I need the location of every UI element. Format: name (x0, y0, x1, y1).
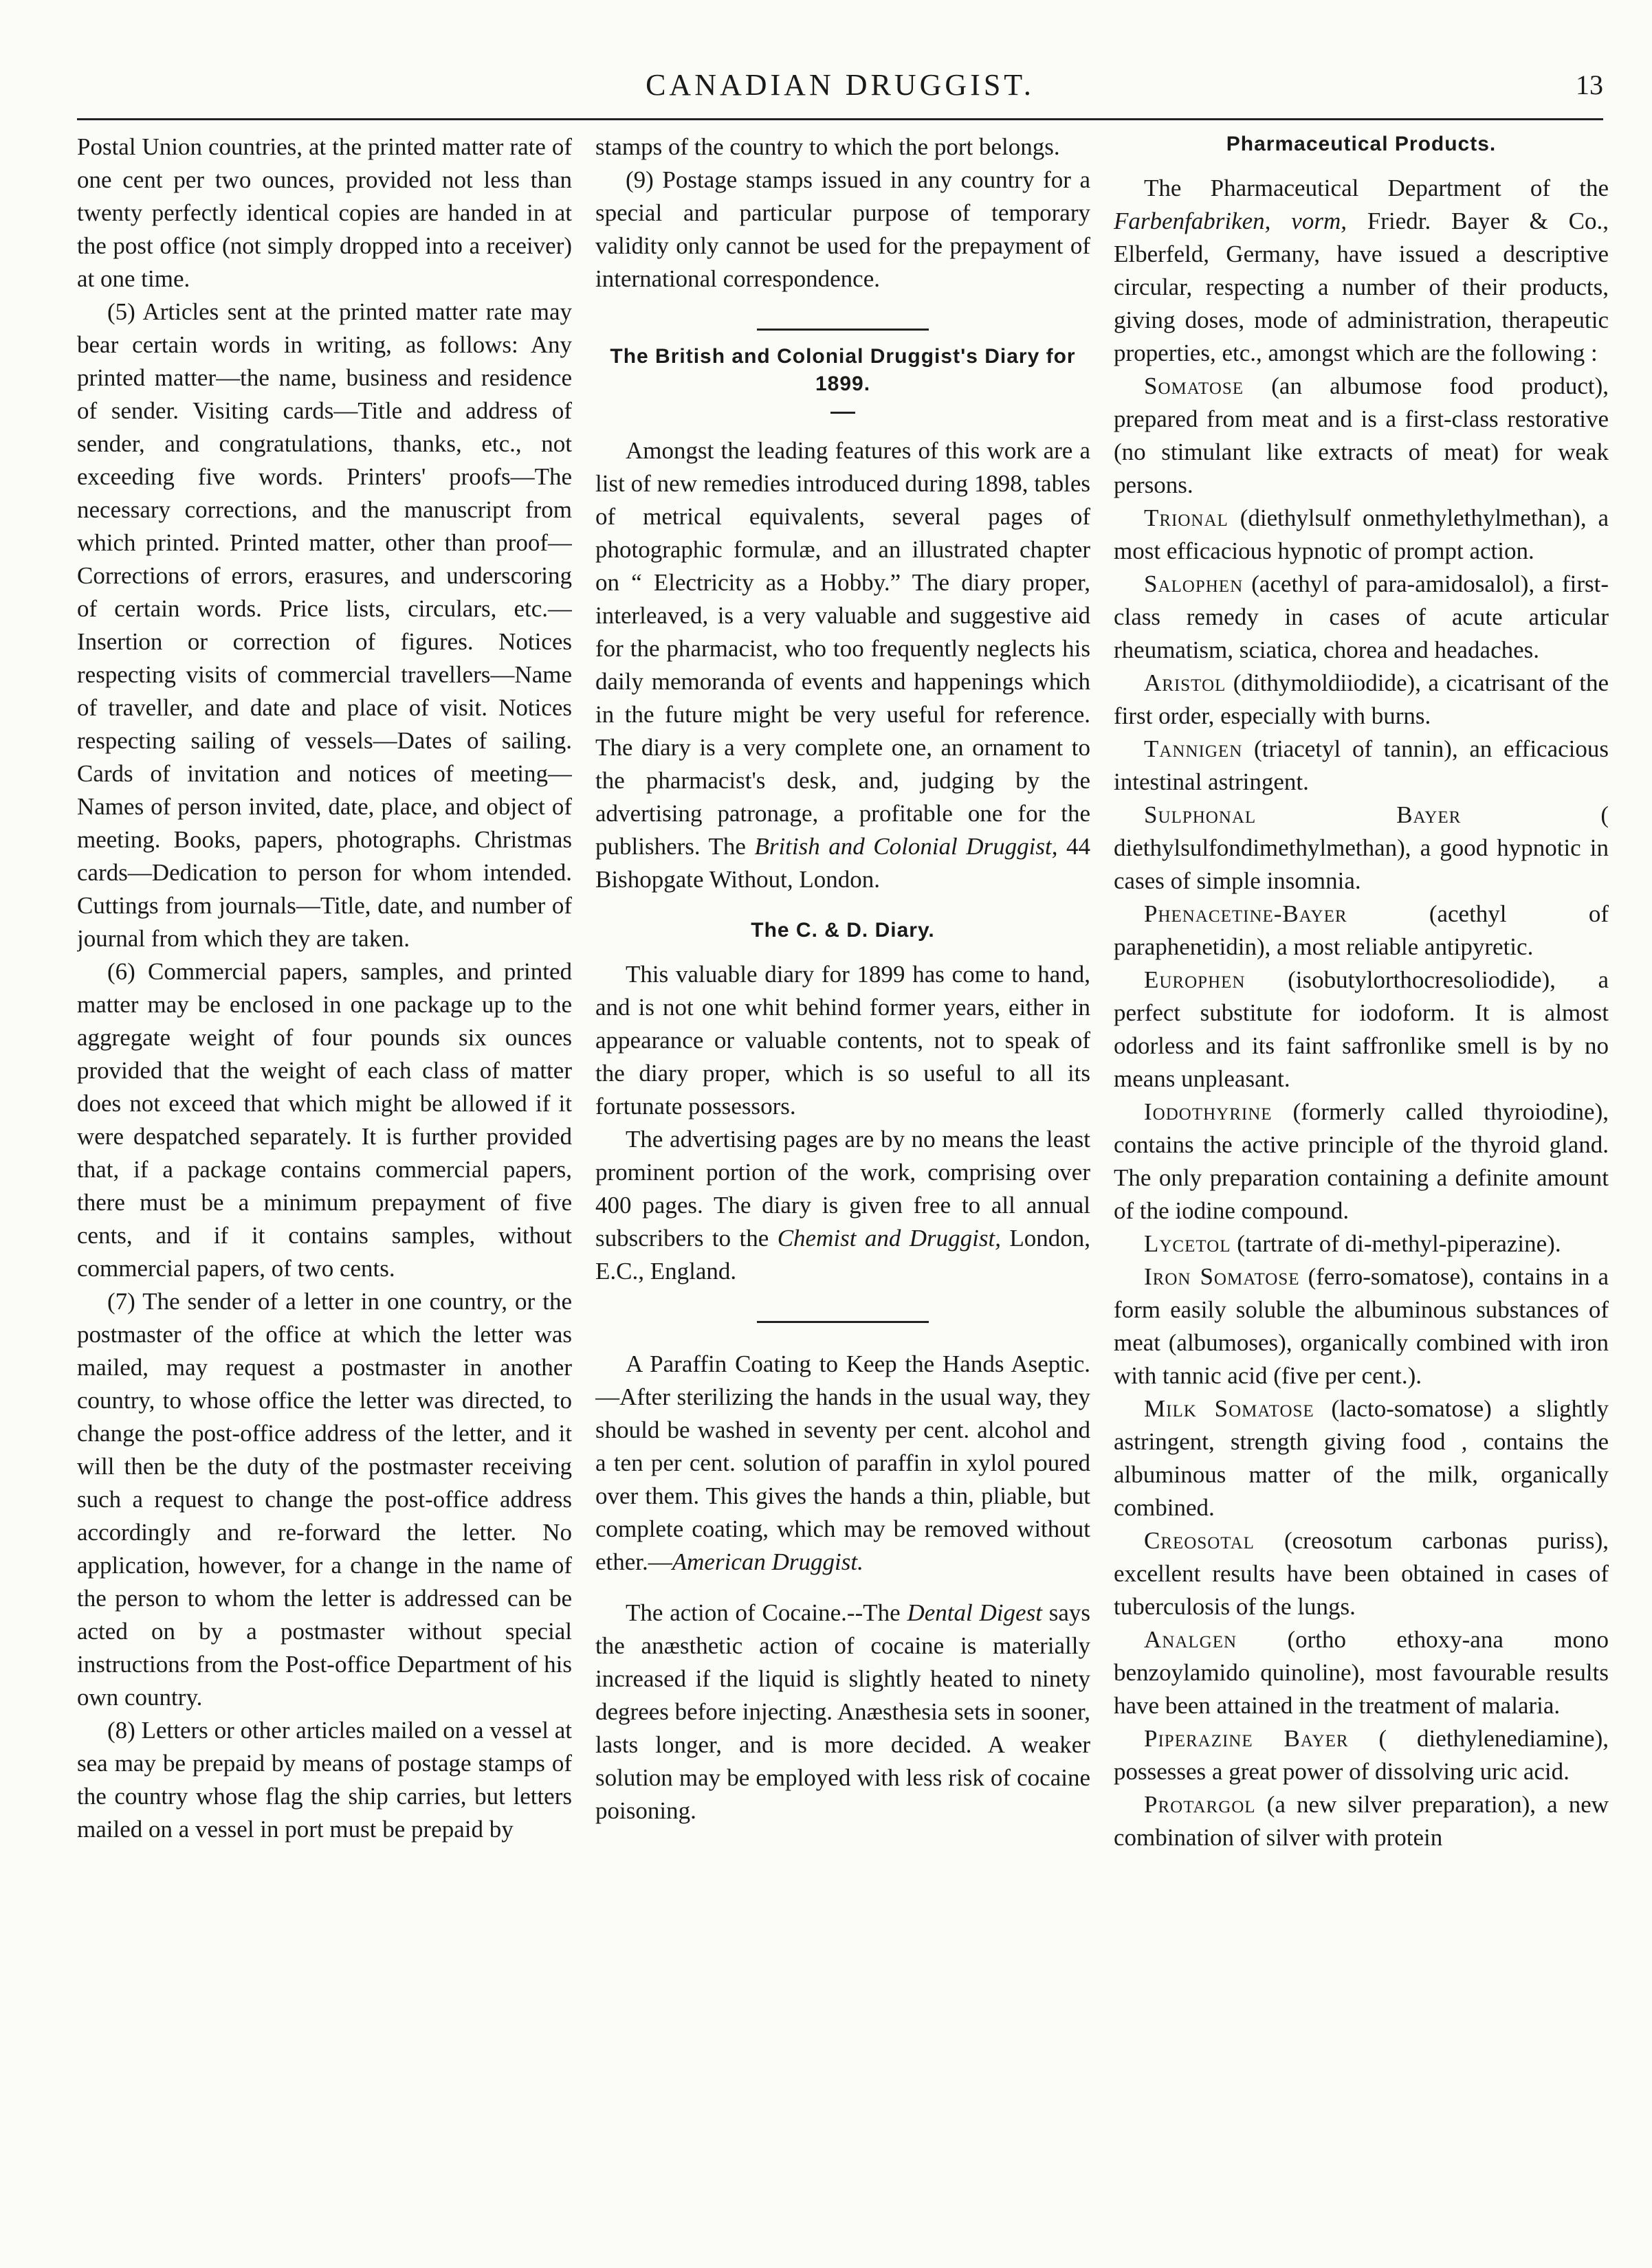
product-name: Milk Somatose (1144, 1395, 1314, 1422)
product-entry (1114, 1623, 1609, 1722)
product-name: Creosotal (1144, 1527, 1255, 1554)
heading-dash (830, 412, 855, 414)
product-name: Iodothyrine (1144, 1098, 1273, 1125)
page-number: 13 (1576, 69, 1603, 100)
cd-text: The advertising pages are by no means the least prominent portion of the work, comprising over 400 pages. The diary is given free to all annual subscribers to the (595, 1126, 1090, 1252)
product-name: Tannigen (1144, 735, 1243, 762)
british-colonial-diary-heading: The British and Colonial Druggist's Diary for 1899. (610, 345, 1076, 395)
special-stamps-paragraph: (9) Postage stamps issued in any country for a special and particular purpose of temporary validity only cannot be used for the prepayment of international correspondence. (595, 166, 1090, 292)
spacer (595, 1579, 1090, 1597)
column-1 (77, 131, 572, 2227)
column-2 (595, 131, 1090, 2227)
cd-diary-heading: The C. & D. Diary. (751, 919, 935, 942)
product-list (1114, 370, 1609, 1854)
product-entry (1114, 1788, 1609, 1854)
product-description: (ferro-somatose), contains in a form easily soluble the albuminous substances of meat (albumoses), organically combined with iron with tannic acid (five per cent.). (1114, 1263, 1609, 1389)
intro-text-end: Friedr. Bayer & Co., Elberfeld, Germany, have issued a descriptive circular, respecting a number of their products, giving doses, mode of administration, therapeutic properties, etc., amongst which are the following : (1114, 208, 1609, 366)
product-name: Iron Somatose (1144, 1263, 1300, 1290)
cd-diary-paragraph-2 (595, 1123, 1090, 1288)
product-name: Salophen (1144, 570, 1244, 597)
product-entry (1114, 1227, 1609, 1260)
cd-address: London, E.C., England. (595, 1225, 1090, 1285)
product-description: (creosotum carbonas puriss), excellent results have been obtained in cases of tuberculosis of the lungs. (1114, 1527, 1609, 1620)
vessel-letters-paragraph: (8) Letters or other articles mailed on a vessel at sea may be prepaid by means of postage stamps of the country whose flag the ship carries, but letters mailed on a vessel in port must be prepaid by (77, 1717, 572, 1843)
product-name: Protargol (1144, 1791, 1256, 1818)
product-entry (1114, 733, 1609, 799)
diary-publication: British and Colonial Druggist, (754, 833, 1058, 860)
column-3 (1114, 131, 1609, 2227)
paraffin-coating-paragraph (595, 1348, 1090, 1579)
product-description: (acethyl of para-amidosalol), a first-class remedy in cases of acute articular rheumatism, sciatica, chorea and headaches. (1114, 570, 1609, 663)
product-entry (1114, 964, 1609, 1096)
pharmaceutical-products-heading: Pharmaceutical Products. (1226, 133, 1497, 155)
change-address-paragraph: (7) The sender of a letter in one country, or the postmaster of the office at which the letter was mailed, may request a postmaster in another country, to whose office the letter was directed, to change the post-office address of the letter, and it will then be the duty of the postmaster receiving such a request to change the post-office address accordingly and re-forward the letter. No application, however, for a change in the name of the person to whom the letter is addressed can be acted on by a postmaster without special instructions from the Post-office Department of his own country. (77, 1288, 572, 1711)
product-description: (triacetyl of tannin), an efficacious intestinal astringent. (1114, 735, 1609, 795)
product-entry (1114, 1392, 1609, 1524)
header-rule (77, 118, 1603, 120)
product-entry (1114, 1260, 1609, 1392)
product-name: Phenacetine-Bayer (1144, 900, 1347, 927)
product-entry (1114, 1096, 1609, 1227)
cocaine-text-start: The action of Cocaine.--The (626, 1599, 901, 1626)
product-description: (an albumose food product), prepared from meat and is a first-class restorative (no stimulant like extracts of meat) for weak persons. (1114, 373, 1609, 498)
product-name: Europhen (1144, 966, 1246, 993)
running-title: CANADIAN DRUGGIST. (646, 68, 1035, 102)
product-description: (diethylsulf onmethylethylmethan), a most efficacious hypnotic of prompt action. (1114, 504, 1609, 564)
product-description: (lacto-somatose) a slightly astringent, strength giving food , contains the albuminous matter of the milk, organically combined. (1114, 1395, 1609, 1521)
product-name: Trional (1144, 504, 1229, 531)
spacer (595, 1330, 1090, 1348)
intro-firm-name: Farbenfabriken, vorm, (1114, 208, 1347, 234)
product-description: (dithymoldiiodide), a cicatrisant of the first order, especially with burns. (1114, 669, 1609, 729)
product-description: (ortho ethoxy-ana mono benzoylamido quinoline), most favourable results have been attained in the treatment of malaria. (1114, 1626, 1609, 1719)
product-description: (acethyl of paraphenetidin), a most reliable antipyretic. (1114, 900, 1609, 960)
product-name: Lycetol (1144, 1230, 1231, 1257)
product-entry (1114, 1722, 1609, 1788)
product-entry (1114, 799, 1609, 898)
cd-publication: Chemist and Druggist, (777, 1225, 1001, 1252)
product-description: ( diethylenediamine), possesses a great power of dissolving uric acid. (1114, 1725, 1609, 1785)
stamps-continuation-paragraph: stamps of the country to which the port belongs. (595, 133, 1060, 160)
product-description: (formerly called thyroiodine), contains the active principle of the thyroid gland. The only preparation containing a definite amount of the iodine compound. (1114, 1098, 1609, 1224)
section-divider (757, 329, 929, 331)
diary-text: Amongst the leading features of this work are a list of new remedies introduced during 1898, tables of metrical equivalents, several pages of photographic formulæ, and an illustrated chapter on “ Electricity as a Hobby.” The diary proper, interleaved, is a very valuable and suggestive aid for the pharmacist, who too frequently neglects his daily memoranda of events and happenings which in the future might be very useful for reference. The diary is a very complete one, an ornament to the pharmacist's desk, and, judging by the advertising patronage, a profitable one for the publishers. The (595, 437, 1090, 860)
cd-diary-paragraph-1: This valuable diary for 1899 has come to hand, and is not one whit behind former years, either in appearance or valuable contents, not to speak of the diary proper, which is so useful to all its fortunate possessors. (595, 961, 1090, 1120)
bayer-intro-paragraph (1114, 172, 1609, 370)
product-entry (1114, 667, 1609, 733)
paraffin-text: A Paraffin Coating to Keep the Hands Aseptic.—After sterilizing the hands in the usual way, they should be washed in seventy per cent. alcohol and a ten per cent. solution of paraffin in xylol poured over them. This gives the hands a thin, pliable, but complete coating, which may be removed without ether.— (595, 1350, 1090, 1575)
product-name: Analgen (1144, 1626, 1237, 1653)
cocaine-paragraph (595, 1597, 1090, 1827)
product-entry (1114, 502, 1609, 568)
product-entry (1114, 898, 1609, 964)
paraffin-source: American Druggist. (672, 1548, 863, 1575)
section-divider (757, 1321, 929, 1323)
british-colonial-diary-paragraph (595, 434, 1090, 896)
intro-text-start: The Pharmaceutical Department of the (1144, 175, 1609, 201)
product-name: Sulphonal Bayer (1144, 801, 1462, 828)
product-name: Aristol (1144, 669, 1226, 696)
product-entry (1114, 1524, 1609, 1623)
printed-matter-writing-paragraph: (5) Articles sent at the printed matter rate may bear certain words in writing, as follows: Any printed matter—the name, business and residence of sender. Visiting cards—Title and address of sender, and congratulations, thanks, etc., not exceeding five words. Printers' proofs—The necessary corrections, and the manuscript from which printed. Printed matter, other than proof—Corrections of errors, erasures, and underscoring of certain words. Price lists, circulars, etc.—Insertion or correction of figures. Notices respecting visits of commercial travellers—Name of traveller, and date and place of visit. Notices respecting sailing of vessels—Dates of sailing. Cards of invitation and notices of meeting—Names of person invited, date, place, and object of meeting. Books, papers, photographs. Christmas cards—Dedication to person for whom intended. Cuttings from journals—Title, date, and number of journal from which they are taken. (77, 298, 572, 952)
postal-union-paragraph: Postal Union countries, at the printed matter rate of one cent per two ounces, provided not less than twenty perfectly identical copies are handed in at the post office (not simply dropped into a receiver) at one time. (77, 133, 572, 292)
product-description: (isobutylorthocresoliodide), a perfect substitute for iodoform. It is almost odorless and its faint saffronlike smell is by no means unpleasant. (1114, 966, 1609, 1092)
product-name: Somatose (1144, 373, 1244, 399)
product-description: (tartrate of di-methyl-piperazine). (1237, 1230, 1561, 1257)
cocaine-text-end: says the anæsthetic action of cocaine is materially increased if the liquid is slightly heated to ninety degrees before injecting. Anæsthesia sets in sooner, lasts longer, and is more decided. A weaker solution may be employed with less risk of cocaine poisoning. (595, 1599, 1090, 1824)
diary-address: 44 Bishopgate Without, London. (595, 833, 1090, 893)
product-description: (a new silver preparation), a new combination of silver with protein (1114, 1791, 1609, 1851)
page-header (77, 63, 1603, 111)
product-entry (1114, 568, 1609, 667)
product-description: ( diethylsulfondimethylmethan), a good hypnotic in cases of simple insomnia. (1114, 801, 1609, 894)
product-entry (1114, 370, 1609, 502)
product-name: Piperazine Bayer (1144, 1725, 1349, 1752)
cocaine-source: Dental Digest (907, 1599, 1042, 1626)
commercial-papers-paragraph: (6) Commercial papers, samples, and printed matter may be enclosed in one package up to the aggregate weight of four pounds six ounces provided that the weight of each class of matter does not exceed that which might be allowed if it were despatched separately. It is further provided that, if a package contains commercial papers, there must be a minimum prepayment of five cents, and if it contains samples, without commercial papers, of two cents. (77, 958, 572, 1282)
